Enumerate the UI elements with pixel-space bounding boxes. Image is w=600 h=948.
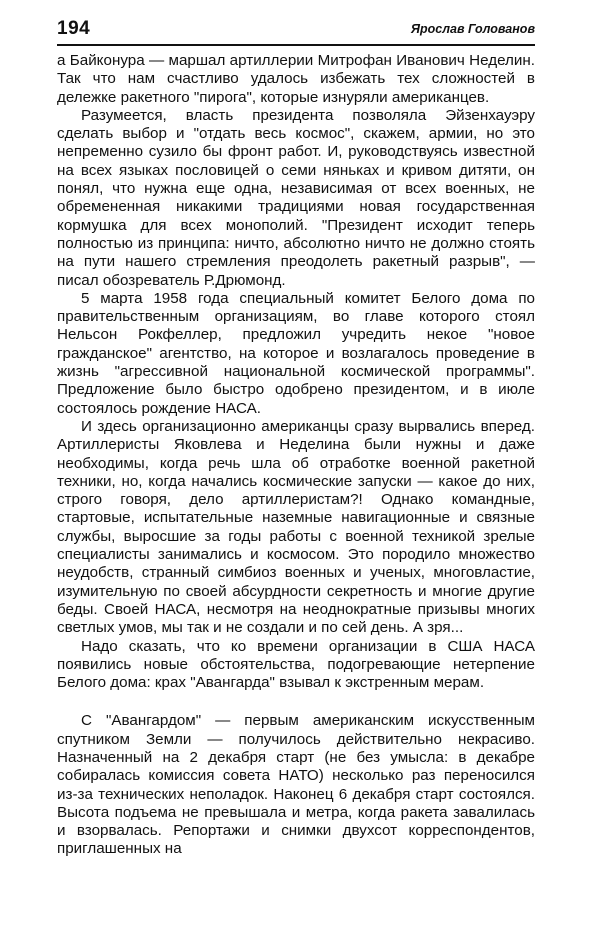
page-header bbox=[57, 16, 535, 46]
page-number: 194 bbox=[57, 18, 91, 39]
paragraph: Разумеется, власть президента позволяла Эйзенхауэру сделать выбор и "отдать весь космос", скажем, армии, но это непременно сузило бы фронт работ. И, руководствуясь известной на всех языках пословицей о семи няньках и кривом дитяти, он понял, что нужна еще одна, независимая от всех военных, не обремененная никакими традициями новая государственная кормушка для всех монополий. "Президент исходит теперь полностью из принципа: ничто, абсолютно ничто не должно стоять на пути нашего стремления преодолеть ракетный разрыв", — писал обозреватель Р.Дрюмонд. bbox=[57, 106, 535, 289]
running-head-author: Ярослав Голованов bbox=[410, 22, 535, 36]
paragraph: 5 марта 1958 года специальный комитет Белого дома по правительственным организациям, во главе которого стоял Нельсон Рокфеллер, предложил учредить некое "новое гражданское" агентство, на которое и возлагалось проведение в жизнь "агрессивной национальной космической программы". Предложение было быстро одобрено президентом, и в июле состоялось рождение НАСА. bbox=[57, 289, 535, 417]
body-text bbox=[57, 52, 535, 859]
paragraph: Надо сказать, что ко времени организации в США НАСА появились новые обстоятельства, подогревающие нетерпение Белого дома: крах "Авангарда" взывал к экстренным мерам. bbox=[57, 637, 535, 692]
paragraph: а Байконура — маршал артиллерии Митрофан Иванович Неделин. Так что нам счастливо удалось избежать тех сложностей в дележке ракетного "пирога", которые изнуряли американцев. bbox=[57, 52, 535, 106]
paragraph: С "Авангардом" — первым американским искусственным спутником Земли — получилось действительно некрасиво. Назначенный на 2 декабря старт (не без умысла: в декабре собиралась комиссия совета НАТО) несколько раз переносился из-за технических неполадок. Наконец 6 декабря старт состоялся. Высота подъема не превышала и метра, когда ракета завалилась и взорвалась. Репортажи и снимки двухсот корреспондентов, приглашенных на bbox=[57, 712, 535, 858]
paragraph: И здесь организационно американцы сразу вырвались вперед. Артиллеристы Яковлева и Неделина были нужны и даже необходимы, когда речь шла об отработке военной ракетной техники, но, когда начались космические запуски — какое до них, строго говоря, дело артиллеристам?! Однако командные, стартовые, испытательные наземные навигационные и связные службы, выросшие за годы работы с военной техникой зрелые специалисты занимались и космосом. Это породило множество неудобств, странный симбиоз военных и ученых, многовластие, изумительную по своей абсурдности секретность и многие другие беды. Своей НАСА, несмотря на неоднократные призывы многих светлых умов, мы так и не создали и по сей день. А зря... bbox=[57, 417, 535, 637]
